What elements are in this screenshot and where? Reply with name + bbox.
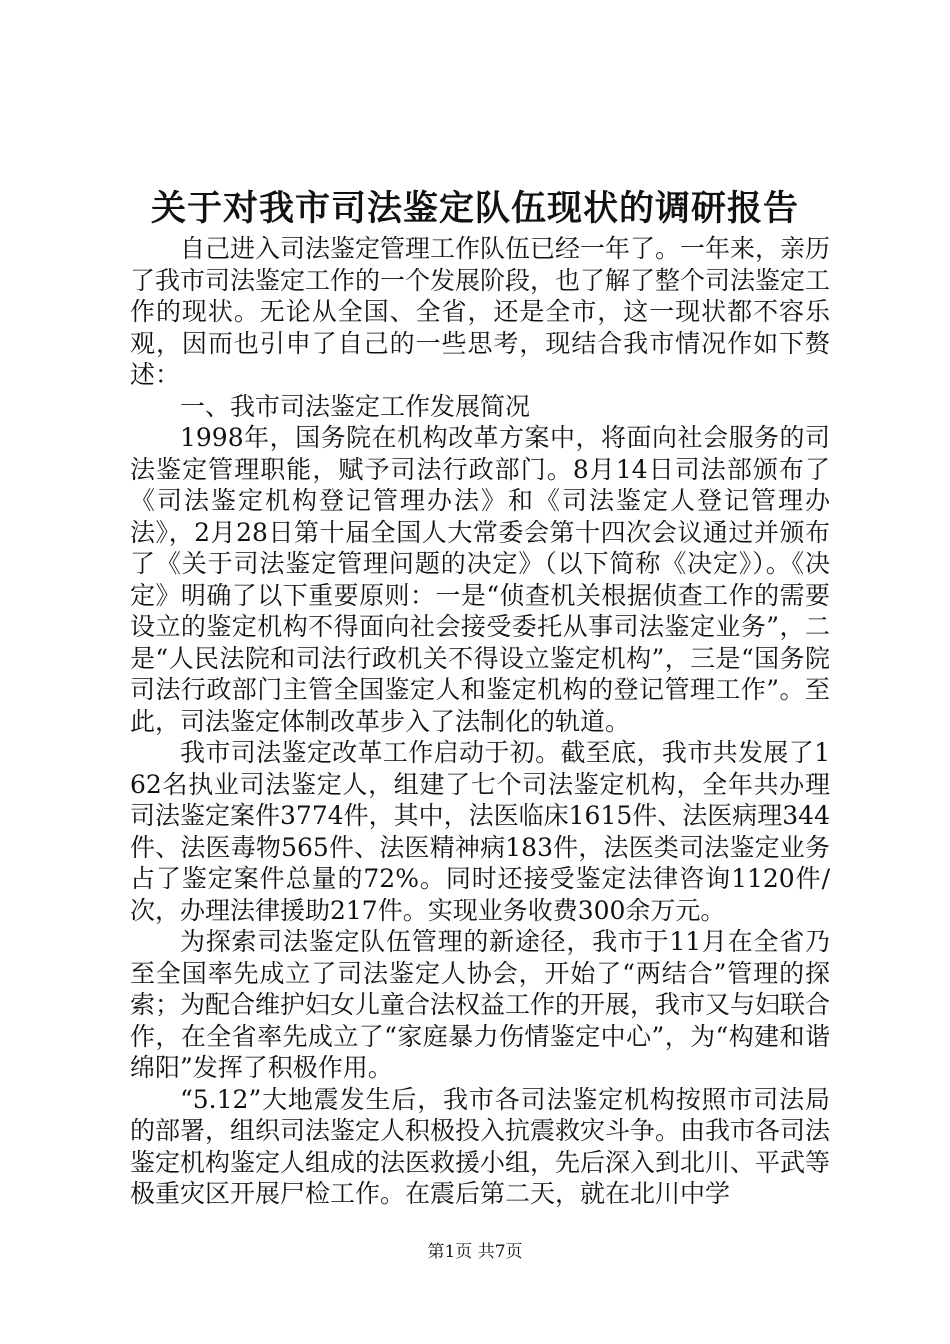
- page-number-footer: 第1页 共7页: [427, 1242, 523, 1262]
- body-paragraph: 1998年，国务院在机构改革方案中，将面向社会服务的司法鉴定管理职能，赋予司法行政部门。8月14日司法部颁布了《司法鉴定机构登记管理办法》和《司法鉴定人登记管理办法》，2月28日第十届全国人大常委会第十四次会议通过并颁布了《关于司法鉴定管理问题的决定》（以下简称《决定》）。《决定》明确了以下重要原则：一是“侦查机关根据侦查工作的需要设立的鉴定机构不得面向社会接受委托从事司法鉴定业务”，二是“人民法院和司法行政机关不得设立鉴定机构”，三是“国务院司法行政部门主管全国鉴定人和鉴定机构的登记管理工作”。至此，司法鉴定体制改革步入了法制化的轨道。: [130, 423, 830, 736]
- body-paragraph: 为探索司法鉴定队伍管理的新途径，我市于11月在全省乃至全国率先成立了司法鉴定人协会，开始了“两结合”管理的探索；为配合维护妇女儿童合法权益工作的开展，我市又与妇联合作，在全省率先成立了“家庭暴力伤情鉴定中心”，为“构建和谐绵阳”发挥了积极作用。: [130, 927, 831, 1082]
- body-paragraph: “5.12”大地震发生后，我市各司法鉴定机构按照市司法局的部署，组织司法鉴定人积极投入抗震救灾斗争。由我市各司法鉴定机构鉴定人组成的法医救援小组，先后深入到北川、平武等极重灾区开展尸检工作。在震后第二天，就在北川中学: [130, 1084, 831, 1208]
- document-body: [130, 233, 830, 1210]
- document-title: 关于对我市司法鉴定队伍现状的调研报告: [150, 188, 799, 229]
- section-heading: 一、我市司法鉴定工作发展简况: [180, 391, 531, 421]
- body-paragraph: 我市司法鉴定改革工作启动于初。截至底，我市共发展了162名执业司法鉴定人，组建了七个司法鉴定机构，全年共办理司法鉴定案件3774件，其中，法医临床1615件、法医病理344件、法医毒物565件、法医精神病183件，法医类司法鉴定业务占了鉴定案件总量的72%。同时还接受鉴定法律咨询1120件/次，办理法律援助217件。实现业务收费300余万元。: [130, 738, 830, 925]
- intro-paragraph: 自己进入司法鉴定管理工作队伍已经一年了。一年来，亲历了我市司法鉴定工作的一个发展阶段，也了解了整个司法鉴定工作的现状。无论从全国、全省，还是全市，这一现状都不容乐观，因而也引申了自己的一些思考，现结合我市情况作如下赘述：: [130, 234, 831, 389]
